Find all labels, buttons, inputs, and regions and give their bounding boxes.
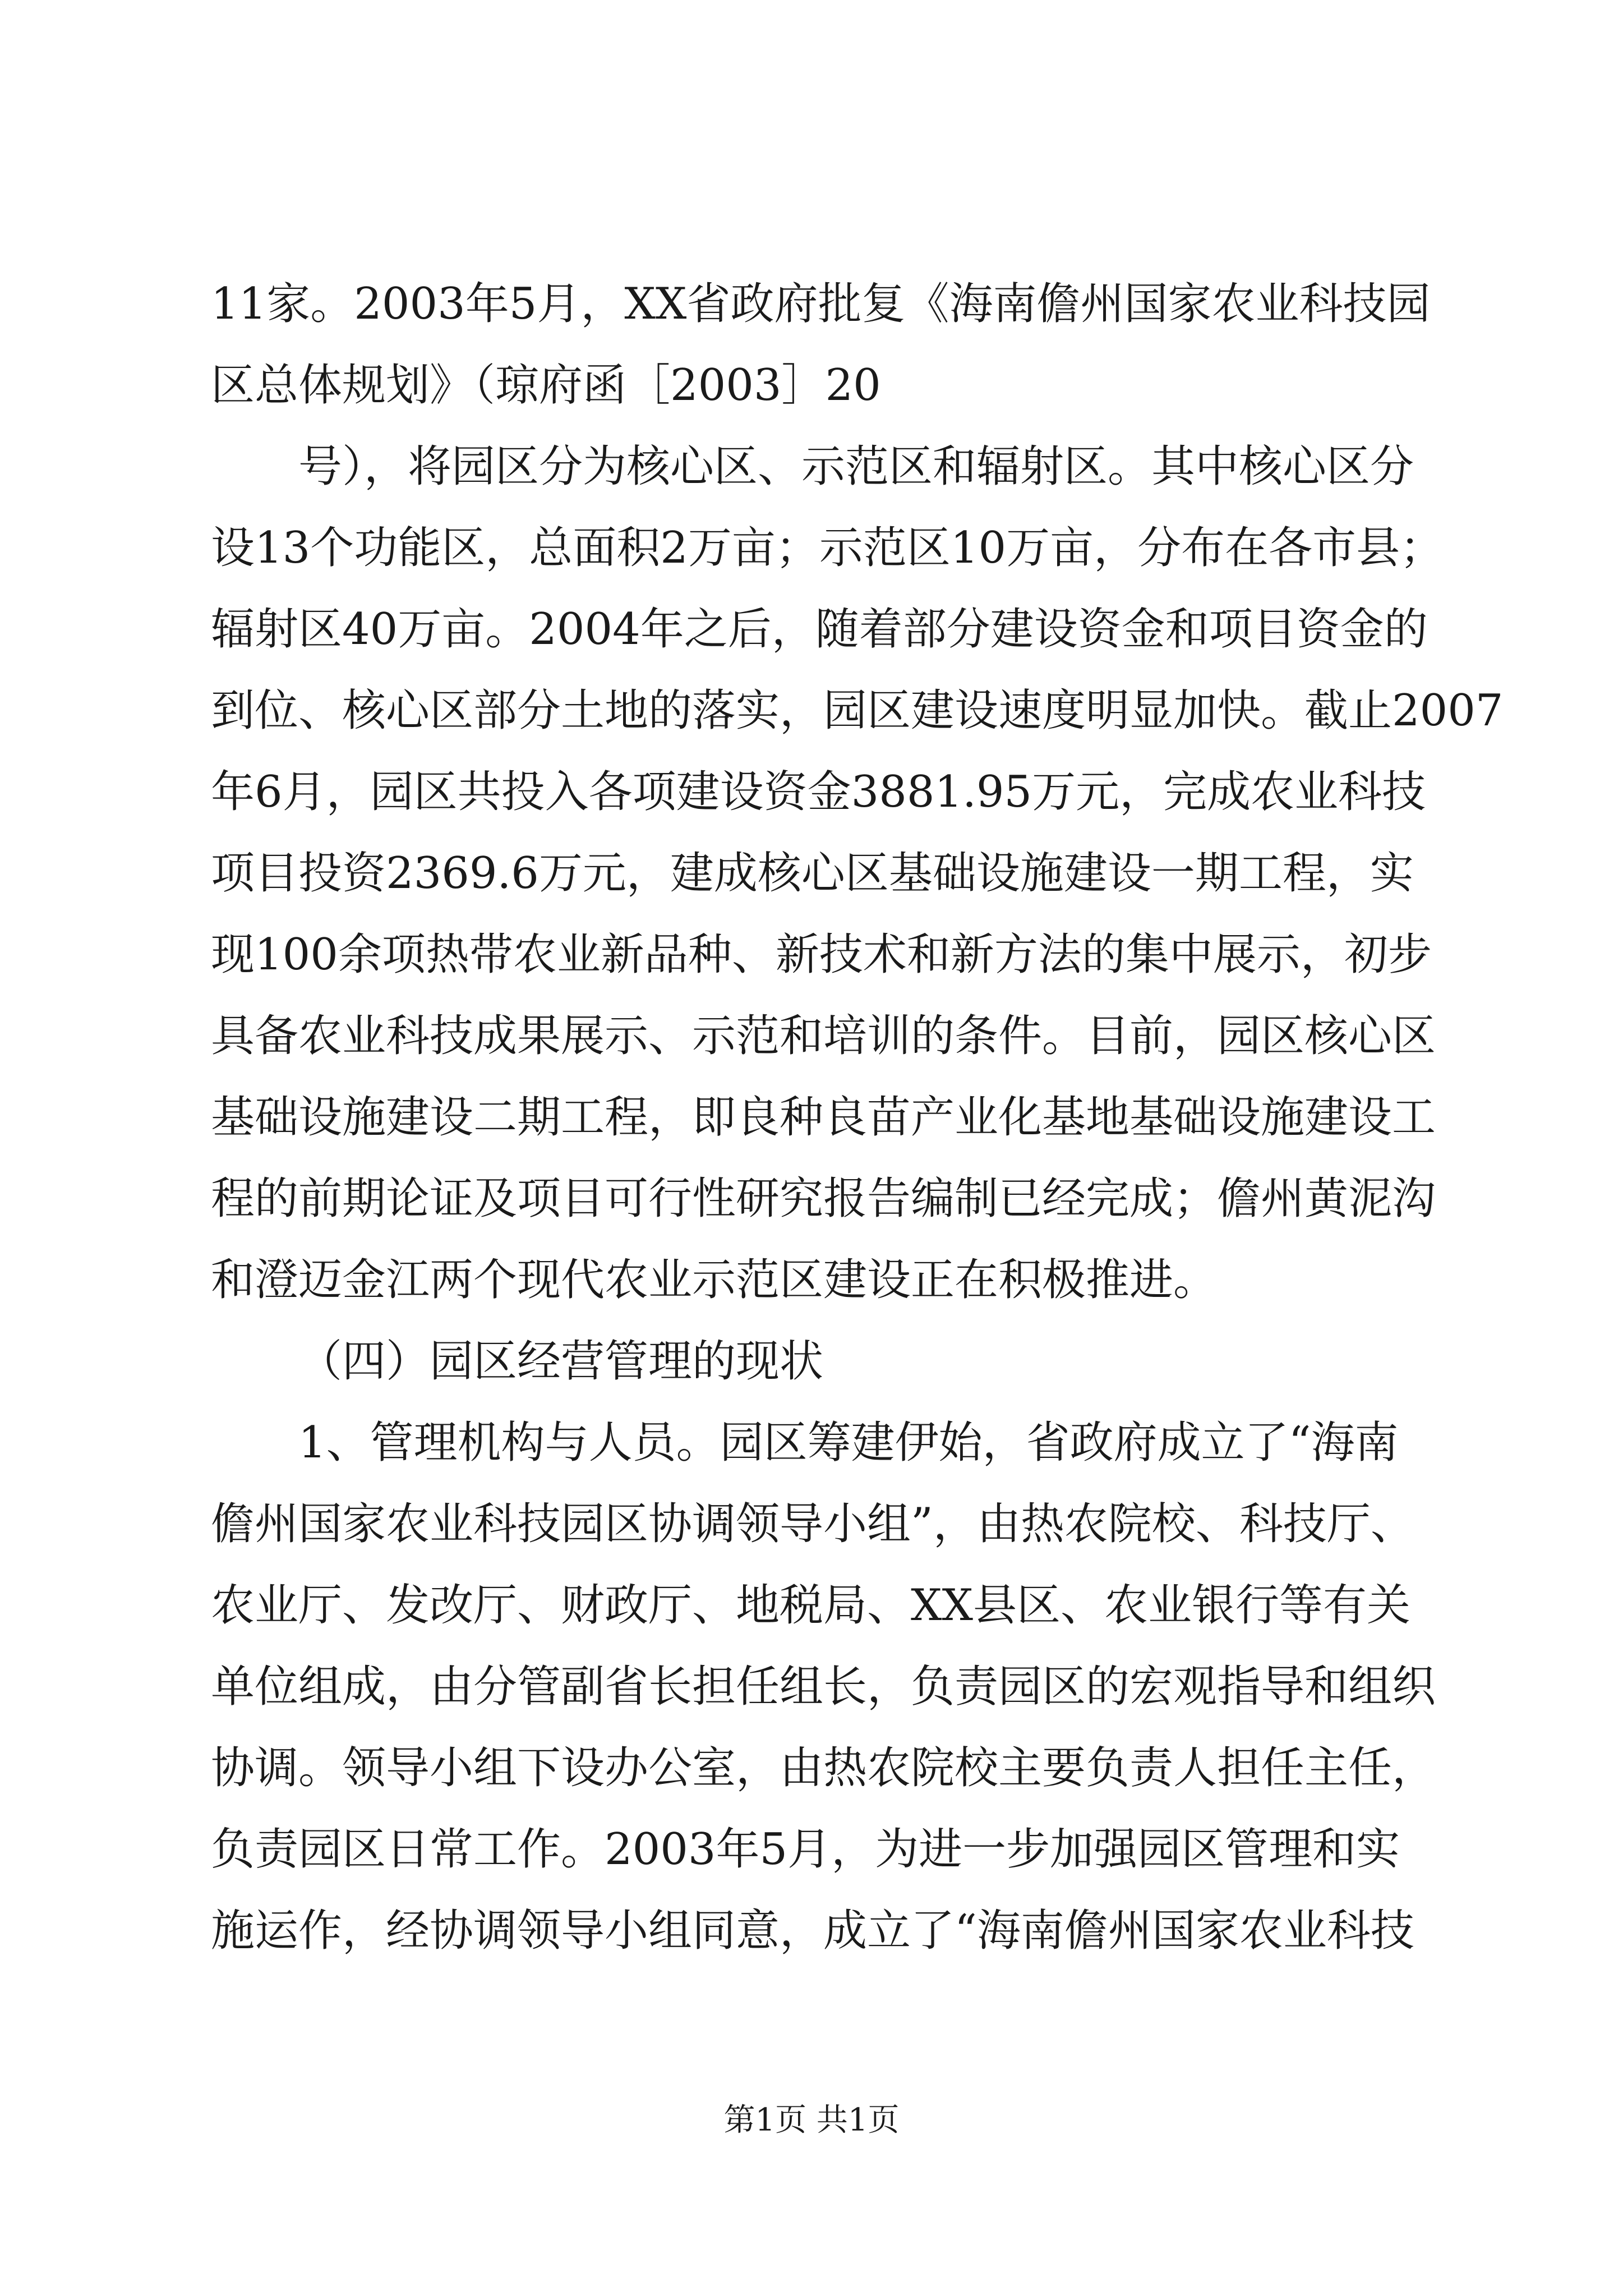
text-line: 年6月，园区共投入各项建设资金3881.95万元，完成农业科技 <box>211 767 1426 817</box>
text-line: 具备农业科技成果展示、示范和培训的条件。目前，园区核心区 <box>211 1011 1436 1061</box>
document-body <box>211 264 1504 1972</box>
text-line: 1、管理机构与人员。园区筹建伊始，省政府成立了“海南 <box>298 1418 1399 1468</box>
text-line: 号），将园区分为核心区、示范区和辐射区。其中核心区分 <box>298 441 1414 492</box>
text-line: 协调。领导小组下设办公室，由热农院校主要负责人担任主任， <box>211 1743 1436 1793</box>
text-line: 区总体规划》（琼府函［2003］20 <box>211 360 881 411</box>
text-line: 程的前期论证及项目可行性研究报告编制已经完成；儋州黄泥沟 <box>211 1174 1436 1224</box>
text-line: 到位、核心区部分土地的落实，园区建设速度明显加快。截止2007 <box>211 685 1504 736</box>
text-line: 和澄迈金江两个现代农业示范区建设正在积极推进。 <box>211 1255 1218 1305</box>
text-line: 项目投资2369.6万元，建成核心区基础设施建设一期工程，实 <box>211 848 1414 899</box>
page-footer: 第1页 共1页 <box>723 2102 900 2138</box>
text-line: 施运作，经协调领导小组同意，成立了“海南儋州国家农业科技 <box>211 1906 1414 1956</box>
section-heading: （四）园区经营管理的现状 <box>298 1336 824 1387</box>
text-line: 辐射区40万亩。2004年之后，随着部分建设资金和项目资金的 <box>211 604 1428 655</box>
text-line: 儋州国家农业科技园区协调领导小组”，由热农院校、科技厅、 <box>211 1499 1414 1549</box>
text-line: 基础设施建设二期工程，即良种良苗产业化基地基础设施建设工 <box>211 1092 1436 1143</box>
text-line: 11家。2003年5月，XX省政府批复《海南儋州国家农业科技园 <box>211 279 1431 329</box>
text-line: 单位组成，由分管副省长担任组长，负责园区的宏观指导和组织 <box>211 1662 1436 1712</box>
text-line: 负责园区日常工作。2003年5月，为进一步加强园区管理和实 <box>211 1824 1400 1875</box>
text-line: 农业厅、发改厅、财政厅、地税局、XX县区、农业银行等有关 <box>211 1580 1411 1631</box>
text-line: 设13个功能区，总面积2万亩；示范区10万亩，分布在各市县； <box>211 523 1444 573</box>
text-line: 现100余项热带农业新品种、新技术和新方法的集中展示，初步 <box>211 930 1432 980</box>
